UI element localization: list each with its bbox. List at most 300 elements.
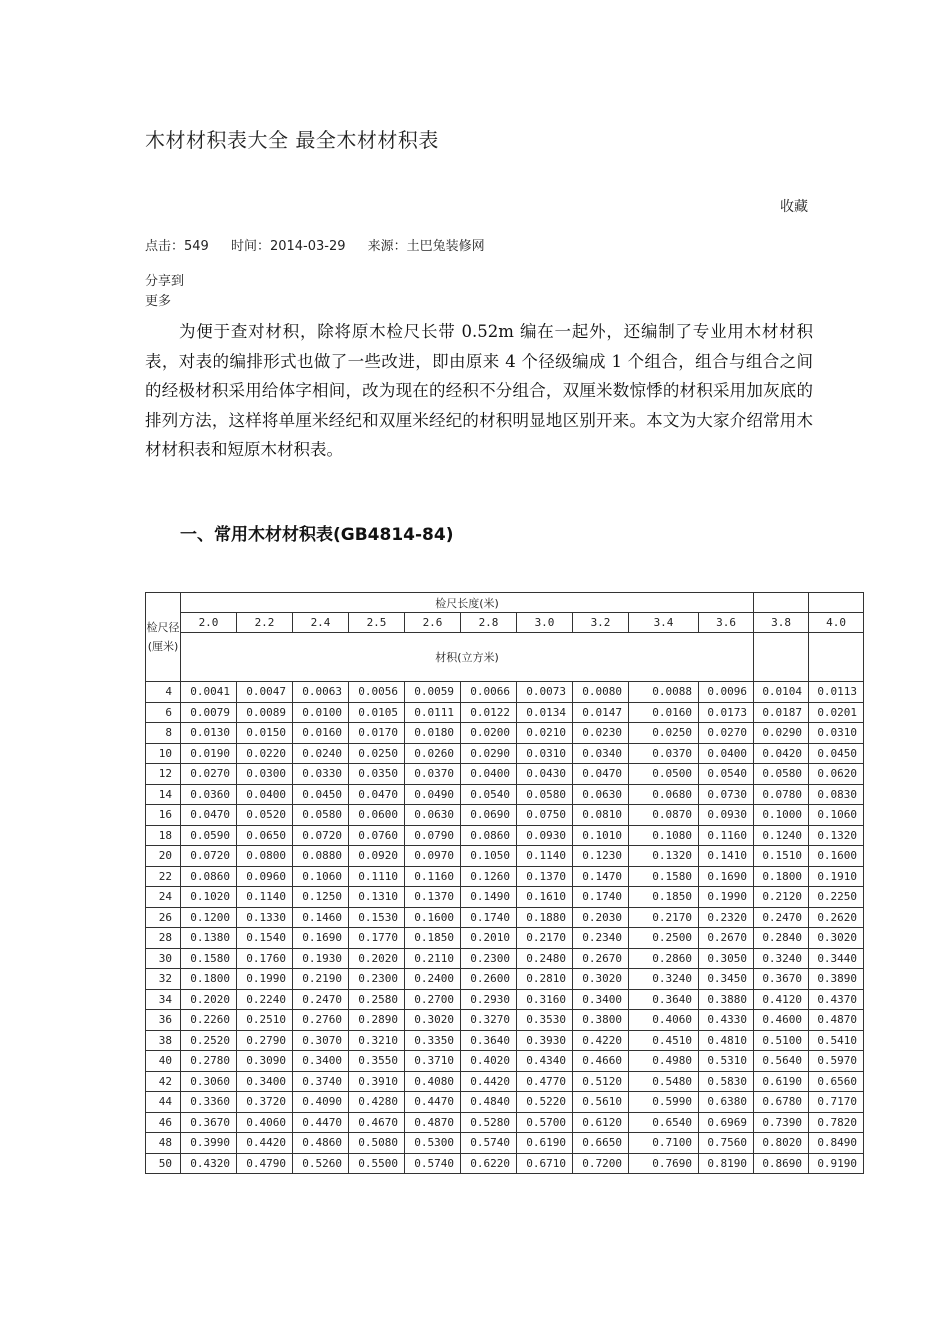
- volume-cell: 0.0113: [809, 682, 864, 703]
- table-row: [146, 887, 864, 908]
- volume-cell: 0.3450: [699, 969, 754, 990]
- diameter-cell: 36: [146, 1010, 181, 1031]
- volume-cell: 0.1530: [349, 907, 405, 928]
- volume-cell: 0.1580: [181, 948, 237, 969]
- volume-cell: 0.2890: [349, 1010, 405, 1031]
- volume-table-container: [145, 592, 863, 1188]
- volume-cell: 0.1060: [809, 805, 864, 826]
- volume-cell: 0.4600: [754, 1010, 809, 1031]
- volume-cell: 0.0111: [405, 702, 461, 723]
- volume-cell: 0.0470: [181, 805, 237, 826]
- diameter-cell: 12: [146, 764, 181, 785]
- volume-cell: 0.0100: [293, 702, 349, 723]
- volume-cell: 0.0430: [517, 764, 573, 785]
- volume-cell: 0.5480: [629, 1071, 699, 1092]
- volume-cell: 0.0310: [517, 743, 573, 764]
- volume-cell: 0.0800: [237, 846, 293, 867]
- volume-cell: 0.1990: [699, 887, 754, 908]
- volume-cell: 0.0134: [517, 702, 573, 723]
- volume-cell: 0.0250: [349, 743, 405, 764]
- volume-cell: 0.0201: [809, 702, 864, 723]
- volume-cell: 0.0620: [809, 764, 864, 785]
- volume-cell: 0.2250: [809, 887, 864, 908]
- volume-cell: 0.0370: [405, 764, 461, 785]
- volume-cell: 0.7100: [629, 1133, 699, 1154]
- table-row: [146, 1071, 864, 1092]
- diameter-cell: 46: [146, 1112, 181, 1133]
- volume-cell: 0.0310: [809, 723, 864, 744]
- diameter-cell: 32: [146, 969, 181, 990]
- diameter-cell: 16: [146, 805, 181, 826]
- volume-cell: 0.0450: [293, 784, 349, 805]
- volume-cell: 0.1160: [699, 825, 754, 846]
- volume-cell: 0.0170: [349, 723, 405, 744]
- volume-cell: 0.2510: [237, 1010, 293, 1031]
- volume-cell: 0.1140: [237, 887, 293, 908]
- table-row: [146, 1010, 864, 1031]
- volume-cell: 0.3910: [349, 1071, 405, 1092]
- volume-cell: 0.1990: [237, 969, 293, 990]
- volume-cell: 0.8020: [754, 1133, 809, 1154]
- volume-cell: 0.8690: [754, 1153, 809, 1174]
- volume-cell: 0.6190: [754, 1071, 809, 1092]
- table-row: [146, 1112, 864, 1133]
- volume-cell: 0.0580: [754, 764, 809, 785]
- length-cell: 2.4: [293, 613, 349, 633]
- volume-cell: 0.0420: [754, 743, 809, 764]
- volume-cell: 0.2260: [181, 1010, 237, 1031]
- volume-cell: 0.5700: [517, 1112, 573, 1133]
- volume-cell: 0.4470: [405, 1092, 461, 1113]
- volume-cell: 0.0147: [573, 702, 629, 723]
- volume-cell: 0.0540: [461, 784, 517, 805]
- volume-cell: 0.1370: [405, 887, 461, 908]
- volume-cell: 0.5410: [809, 1030, 864, 1051]
- volume-cell: 0.0780: [754, 784, 809, 805]
- volume-cell: 0.5120: [573, 1071, 629, 1092]
- volume-cell: 0.2190: [293, 969, 349, 990]
- volume-cell: 0.2500: [629, 928, 699, 949]
- volume-cell: 0.0400: [237, 784, 293, 805]
- volume-cell: 0.4840: [461, 1092, 517, 1113]
- volume-cell: 0.4220: [573, 1030, 629, 1051]
- volume-cell: 0.2300: [461, 948, 517, 969]
- volume-cell: 0.5610: [573, 1092, 629, 1113]
- volume-cell: 0.1760: [237, 948, 293, 969]
- volume-cell: 0.2020: [349, 948, 405, 969]
- volume-cell: 0.0105: [349, 702, 405, 723]
- volume-cell: 0.1580: [629, 866, 699, 887]
- volume-cell: 0.1020: [181, 887, 237, 908]
- volume-cell: 0.5260: [293, 1153, 349, 1174]
- volume-cell: 0.2340: [573, 928, 629, 949]
- volume-cell: 0.0080: [573, 682, 629, 703]
- table-row: [146, 866, 864, 887]
- volume-cell: 0.4860: [293, 1133, 349, 1154]
- volume-cell: 0.4420: [461, 1071, 517, 1092]
- volume-cell: 0.1800: [181, 969, 237, 990]
- favorite-link[interactable]: 收藏: [780, 199, 808, 215]
- volume-cell: 0.1470: [573, 866, 629, 887]
- click-count: 点击：549: [145, 239, 209, 254]
- volume-cell: 0.2120: [754, 887, 809, 908]
- volume-cell: 0.1850: [405, 928, 461, 949]
- volume-cell: 0.0400: [461, 764, 517, 785]
- volume-cell: 0.3880: [699, 989, 754, 1010]
- volume-cell: 0.6969: [699, 1112, 754, 1133]
- volume-cell: 0.7170: [809, 1092, 864, 1113]
- length-cell: 2.5: [349, 613, 405, 633]
- volume-cell: 0.0270: [181, 764, 237, 785]
- volume-cell: 0.3930: [517, 1030, 573, 1051]
- volume-cell: 0.1320: [809, 825, 864, 846]
- volume-cell: 0.5220: [517, 1092, 573, 1113]
- table-row: [146, 743, 864, 764]
- table-row: [146, 969, 864, 990]
- volume-cell: 0.0370: [629, 743, 699, 764]
- volume-cell: 0.0680: [629, 784, 699, 805]
- volume-cell: 0.1230: [573, 846, 629, 867]
- volume-cell: 0.1050: [461, 846, 517, 867]
- volume-cell: 0.2470: [293, 989, 349, 1010]
- volume-cell: 0.0056: [349, 682, 405, 703]
- volume-cell: 0.3800: [573, 1010, 629, 1031]
- volume-cell: 0.1600: [405, 907, 461, 928]
- length-cell: 2.6: [405, 613, 461, 633]
- volume-cell: 0.2600: [461, 969, 517, 990]
- volume-cell: 0.5740: [405, 1153, 461, 1174]
- volume-cell: 0.4340: [517, 1051, 573, 1072]
- volume-cell: 0.5280: [461, 1112, 517, 1133]
- volume-cell: 0.7690: [629, 1153, 699, 1174]
- volume-cell: 0.3270: [461, 1010, 517, 1031]
- volume-cell: 0.1690: [293, 928, 349, 949]
- volume-cell: 0.0220: [237, 743, 293, 764]
- volume-cell: 0.1200: [181, 907, 237, 928]
- volume-cell: 0.0190: [181, 743, 237, 764]
- volume-cell: 0.0930: [517, 825, 573, 846]
- volume-cell: 0.3240: [754, 948, 809, 969]
- volume-cell: 0.0930: [699, 805, 754, 826]
- volume-cell: 0.0450: [809, 743, 864, 764]
- volume-cell: 0.0150: [237, 723, 293, 744]
- volume-cell: 0.0500: [629, 764, 699, 785]
- diameter-header: 检尺径(厘米): [146, 593, 181, 682]
- diameter-cell: 22: [146, 866, 181, 887]
- volume-cell: 0.0860: [461, 825, 517, 846]
- volume-cell: 0.5080: [349, 1133, 405, 1154]
- volume-cell: 0.7820: [809, 1112, 864, 1133]
- volume-cell: 0.0760: [349, 825, 405, 846]
- volume-cell: 0.0810: [573, 805, 629, 826]
- volume-cell: 0.0340: [573, 743, 629, 764]
- volume-cell: 0.2760: [293, 1010, 349, 1031]
- volume-cell: 0.0122: [461, 702, 517, 723]
- volume-cell: 0.2400: [405, 969, 461, 990]
- volume-cell: 0.1460: [293, 907, 349, 928]
- volume-cell: 0.8490: [809, 1133, 864, 1154]
- volume-cell: 0.0088: [629, 682, 699, 703]
- volume-cell: 0.1330: [237, 907, 293, 928]
- volume-cell: 0.5300: [405, 1133, 461, 1154]
- volume-cell: 0.5310: [699, 1051, 754, 1072]
- volume-cell: 0.2790: [237, 1030, 293, 1051]
- diameter-cell: 40: [146, 1051, 181, 1072]
- volume-cell: 0.1600: [809, 846, 864, 867]
- volume-cell: 0.3350: [405, 1030, 461, 1051]
- volume-cell: 0.6780: [754, 1092, 809, 1113]
- volume-cell: 0.0600: [349, 805, 405, 826]
- volume-cell: 0.4870: [405, 1112, 461, 1133]
- volume-cell: 0.6540: [629, 1112, 699, 1133]
- volume-cell: 0.3160: [517, 989, 573, 1010]
- more-link[interactable]: 更多: [145, 294, 172, 309]
- volume-cell: 0.2520: [181, 1030, 237, 1051]
- volume-cell: 0.0350: [349, 764, 405, 785]
- volume-cell: 0.0750: [517, 805, 573, 826]
- volume-cell: 0.0630: [573, 784, 629, 805]
- volume-cell: 0.1690: [699, 866, 754, 887]
- volume-cell: 0.3640: [461, 1030, 517, 1051]
- volume-cell: 0.2580: [349, 989, 405, 1010]
- volume-cell: 0.0096: [699, 682, 754, 703]
- volume-cell: 0.1080: [629, 825, 699, 846]
- volume-cell: 0.1510: [754, 846, 809, 867]
- volume-cell: 0.1740: [573, 887, 629, 908]
- length-cell: 3.4: [629, 613, 699, 633]
- volume-cell: 0.0290: [461, 743, 517, 764]
- volume-cell: 0.3550: [349, 1051, 405, 1072]
- volume-cell: 0.3240: [629, 969, 699, 990]
- volume-cell: 0.5830: [699, 1071, 754, 1092]
- diameter-cell: 48: [146, 1133, 181, 1154]
- table-row: [146, 784, 864, 805]
- table-row: [146, 1133, 864, 1154]
- diameter-cell: 24: [146, 887, 181, 908]
- volume-cell: 0.5640: [754, 1051, 809, 1072]
- volume-cell: 0.5500: [349, 1153, 405, 1174]
- volume-cell: 0.4060: [237, 1112, 293, 1133]
- volume-cell: 0.2840: [754, 928, 809, 949]
- volume-cell: 0.6220: [461, 1153, 517, 1174]
- length-cell: 3.2: [573, 613, 629, 633]
- length-header-blank: [809, 593, 864, 613]
- volume-cell: 0.5990: [629, 1092, 699, 1113]
- volume-cell: 0.3720: [237, 1092, 293, 1113]
- volume-cell: 0.1490: [461, 887, 517, 908]
- volume-cell: 0.6380: [699, 1092, 754, 1113]
- volume-cell: 0.0240: [293, 743, 349, 764]
- volume-cell: 0.0360: [181, 784, 237, 805]
- volume-cell: 0.0730: [699, 784, 754, 805]
- volume-cell: 0.1410: [699, 846, 754, 867]
- length-cell: 3.6: [699, 613, 754, 633]
- volume-cell: 0.3070: [293, 1030, 349, 1051]
- diameter-cell: 34: [146, 989, 181, 1010]
- volume-cell: 0.3740: [293, 1071, 349, 1092]
- table-row: [146, 846, 864, 867]
- table-row: [146, 805, 864, 826]
- volume-cell: 0.1310: [349, 887, 405, 908]
- volume-cell: 0.2110: [405, 948, 461, 969]
- volume-cell: 0.3640: [629, 989, 699, 1010]
- volume-cell: 0.2860: [629, 948, 699, 969]
- volume-cell: 0.2170: [629, 907, 699, 928]
- volume-cell: 0.2240: [237, 989, 293, 1010]
- volume-cell: 0.4120: [754, 989, 809, 1010]
- volume-cell: 0.3530: [517, 1010, 573, 1031]
- volume-cell: 0.0400: [699, 743, 754, 764]
- volume-cell: 0.0270: [699, 723, 754, 744]
- volume-cell: 0.0160: [629, 702, 699, 723]
- volume-cell: 0.0580: [517, 784, 573, 805]
- table-row: [146, 1153, 864, 1174]
- volume-cell: 0.2670: [573, 948, 629, 969]
- diameter-cell: 26: [146, 907, 181, 928]
- volume-cell: 0.3890: [809, 969, 864, 990]
- volume-header-blank: [809, 633, 864, 682]
- volume-cell: 0.2780: [181, 1051, 237, 1072]
- volume-cell: 0.1850: [629, 887, 699, 908]
- volume-cell: 0.0470: [573, 764, 629, 785]
- volume-cell: 0.3670: [754, 969, 809, 990]
- length-cell: 3.8: [754, 613, 809, 633]
- volume-cell: 0.0330: [293, 764, 349, 785]
- volume-header: 材积(立方米): [181, 633, 754, 682]
- volume-cell: 0.3710: [405, 1051, 461, 1072]
- page-title: 木材材积表大全 最全木材材积表: [145, 128, 439, 152]
- diameter-cell: 30: [146, 948, 181, 969]
- volume-cell: 0.7560: [699, 1133, 754, 1154]
- volume-cell: 0.2010: [461, 928, 517, 949]
- volume-cell: 0.0073: [517, 682, 573, 703]
- table-row: [146, 1092, 864, 1113]
- diameter-cell: 18: [146, 825, 181, 846]
- diameter-cell: 28: [146, 928, 181, 949]
- volume-cell: 0.2470: [754, 907, 809, 928]
- volume-cell: 0.0104: [754, 682, 809, 703]
- volume-cell: 0.2030: [573, 907, 629, 928]
- volume-cell: 0.3210: [349, 1030, 405, 1051]
- volume-cell: 0.4870: [809, 1010, 864, 1031]
- volume-cell: 0.0160: [293, 723, 349, 744]
- volume-cell: 0.0250: [629, 723, 699, 744]
- volume-cell: 0.2170: [517, 928, 573, 949]
- volume-cell: 0.0200: [461, 723, 517, 744]
- volume-cell: 0.3670: [181, 1112, 237, 1133]
- volume-cell: 0.1930: [293, 948, 349, 969]
- volume-cell: 0.4020: [461, 1051, 517, 1072]
- volume-cell: 0.3060: [181, 1071, 237, 1092]
- volume-cell: 0.4080: [405, 1071, 461, 1092]
- volume-cell: 0.4980: [629, 1051, 699, 1072]
- volume-cell: 0.1610: [517, 887, 573, 908]
- volume-cell: 0.1110: [349, 866, 405, 887]
- volume-cell: 0.0260: [405, 743, 461, 764]
- volume-cell: 0.6120: [573, 1112, 629, 1133]
- publish-time: 时间：2014-03-29: [230, 239, 346, 254]
- volume-cell: 0.3400: [237, 1071, 293, 1092]
- volume-cell: 0.0590: [181, 825, 237, 846]
- volume-cell: 0.3050: [699, 948, 754, 969]
- source-label: 来源：土巴兔装修网: [367, 239, 485, 254]
- volume-cell: 0.0130: [181, 723, 237, 744]
- volume-cell: 0.8190: [699, 1153, 754, 1174]
- volume-cell: 0.1540: [237, 928, 293, 949]
- volume-cell: 0.4510: [629, 1030, 699, 1051]
- volume-cell: 0.5100: [754, 1030, 809, 1051]
- volume-cell: 0.0860: [181, 866, 237, 887]
- volume-cell: 0.0180: [405, 723, 461, 744]
- volume-cell: 0.1160: [405, 866, 461, 887]
- volume-cell: 0.1320: [629, 846, 699, 867]
- volume-cell: 0.0047: [237, 682, 293, 703]
- volume-cell: 0.1010: [573, 825, 629, 846]
- volume-cell: 0.5970: [809, 1051, 864, 1072]
- share-to-link[interactable]: 分享到: [145, 274, 185, 289]
- volume-cell: 0.6710: [517, 1153, 573, 1174]
- volume-cell: 0.2480: [517, 948, 573, 969]
- volume-cell: 0.0960: [237, 866, 293, 887]
- volume-cell: 0.6560: [809, 1071, 864, 1092]
- length-cell: 3.0: [517, 613, 573, 633]
- volume-cell: 0.0650: [237, 825, 293, 846]
- table-row: [146, 1030, 864, 1051]
- volume-cell: 0.2020: [181, 989, 237, 1010]
- table-row: [146, 989, 864, 1010]
- volume-table-body: [146, 682, 864, 1174]
- volume-cell: 0.0880: [293, 846, 349, 867]
- volume-cell: 0.1240: [754, 825, 809, 846]
- volume-cell: 0.6650: [573, 1133, 629, 1154]
- diameter-cell: 44: [146, 1092, 181, 1113]
- volume-cell: 0.4090: [293, 1092, 349, 1113]
- diameter-cell: 4: [146, 682, 181, 703]
- volume-cell: 0.4790: [237, 1153, 293, 1174]
- volume-cell: 0.0540: [699, 764, 754, 785]
- diameter-cell: 38: [146, 1030, 181, 1051]
- volume-cell: 0.2670: [699, 928, 754, 949]
- volume-cell: 0.0970: [405, 846, 461, 867]
- volume-cell: 0.2810: [517, 969, 573, 990]
- volume-cell: 0.0920: [349, 846, 405, 867]
- length-row: [146, 613, 864, 633]
- volume-cell: 0.0720: [293, 825, 349, 846]
- volume-cell: 0.0490: [405, 784, 461, 805]
- volume-cell: 0.4470: [293, 1112, 349, 1133]
- share-block: [145, 272, 184, 312]
- volume-cell: 0.4060: [629, 1010, 699, 1031]
- length-header: 检尺长度(米): [181, 593, 754, 613]
- volume-cell: 0.0063: [293, 682, 349, 703]
- volume-cell: 0.7200: [573, 1153, 629, 1174]
- volume-cell: 0.1250: [293, 887, 349, 908]
- volume-cell: 0.3990: [181, 1133, 237, 1154]
- length-cell: 2.2: [237, 613, 293, 633]
- diameter-cell: 6: [146, 702, 181, 723]
- diameter-cell: 8: [146, 723, 181, 744]
- diameter-cell: 10: [146, 743, 181, 764]
- volume-cell: 0.0059: [405, 682, 461, 703]
- volume-cell: 0.4330: [699, 1010, 754, 1031]
- table-row: [146, 682, 864, 703]
- volume-cell: 0.4370: [809, 989, 864, 1010]
- volume-cell: 0.3020: [405, 1010, 461, 1031]
- volume-cell: 0.2320: [699, 907, 754, 928]
- length-cell: 2.8: [461, 613, 517, 633]
- volume-cell: 0.4660: [573, 1051, 629, 1072]
- volume-cell: 0.0830: [809, 784, 864, 805]
